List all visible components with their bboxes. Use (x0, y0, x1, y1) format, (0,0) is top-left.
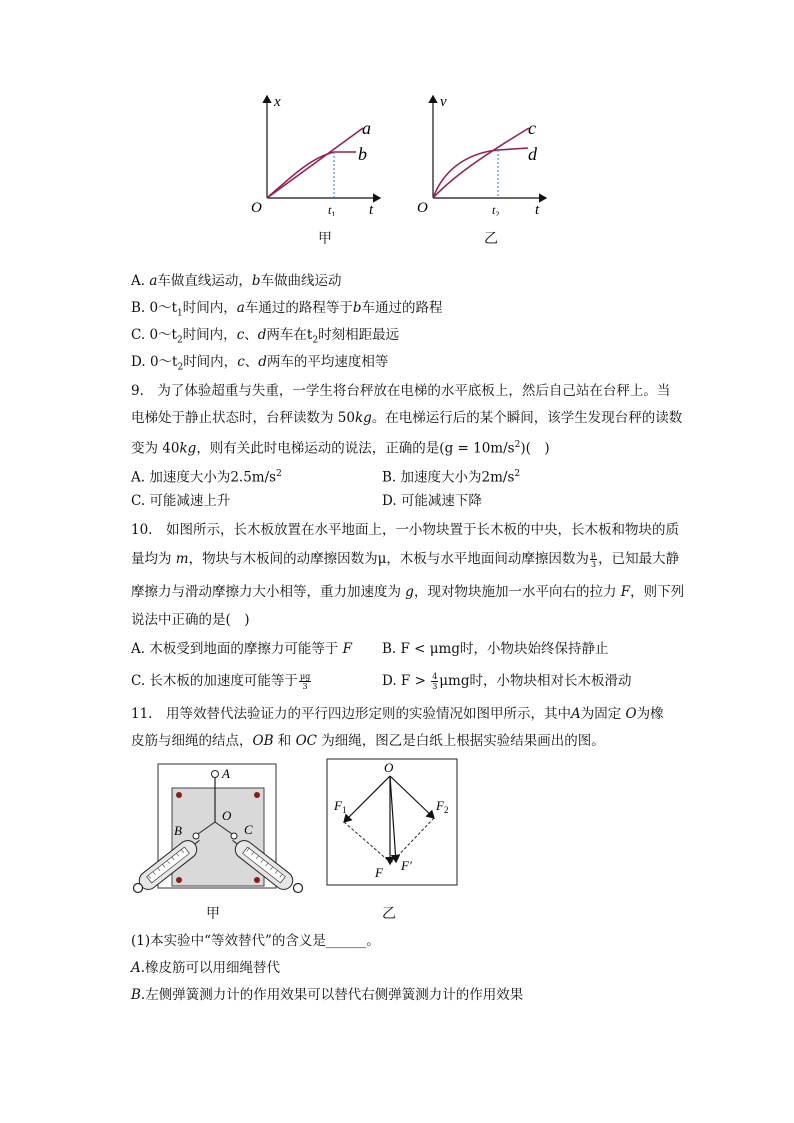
q11-sub1-option-a[interactable]: A.橡皮筋可以用细绳替代 (131, 960, 281, 976)
q10-option-b[interactable]: B. F < μmg时，小物块始终保持静止 (382, 641, 609, 657)
figure-experiment-setup (128, 760, 310, 898)
pin (254, 792, 260, 798)
q8-option-c[interactable]: C. $0\sim t_2$时间内，c、d两车在$t_2$时刻相距最远 (131, 327, 400, 346)
q9-stem-line1: 9. 为了体验超重与失重，一学生将台秤放在电梯的水平底板上，然后自己站在台秤上。当 (131, 383, 671, 399)
q8-option-a[interactable]: A. a车做直线运动，b车做曲线运动 (131, 273, 342, 289)
curve-c-label: c (528, 118, 536, 138)
q11-sub1-stem: (1)本实验中“等效替代”的含义是______。 (131, 933, 380, 949)
label-a: A (222, 766, 230, 781)
ring-b (193, 833, 199, 839)
tick-t2: $t_2$ (492, 203, 500, 216)
figure-vt-graph (406, 88, 556, 216)
y-axis-label: x (274, 94, 281, 110)
q8-option-d[interactable]: D. $0\sim t_2$时间内，c、d两车的平均速度相等 (131, 354, 389, 373)
label-f1: $F_1$ (334, 798, 347, 815)
figure-force-parallelogram (326, 758, 460, 888)
q10-stem-line2: 量均为 m，物块与木板间的动摩擦因数为μ，木板与水平地面间动摩擦因数为 $\frac{\mu}{3}$ ，已知最大静 (131, 550, 680, 569)
t-axis-label: t (535, 202, 540, 216)
curve-c (433, 128, 529, 198)
ring-c (231, 833, 237, 839)
scale-left-handle (134, 884, 143, 893)
q10-stem-line4: 说法中正确的是( ) (131, 612, 250, 628)
curve-b (267, 152, 356, 198)
drawing-board (172, 788, 264, 886)
fraction-4-over-3: $\frac{4}{3}$ (432, 672, 438, 691)
q10-option-c[interactable]: C. 长木板的加速度可能等于 $\frac{\mu g}{3}$ (131, 672, 311, 691)
q10-option-a[interactable]: A. 木板受到地面的摩擦力可能等于 F (131, 641, 352, 657)
fraction-mu-over-3: $\frac{\mu}{3}$ (590, 550, 597, 569)
curve-d-label: d (528, 144, 537, 164)
curve-d (433, 148, 528, 198)
q9-stem-line3: 变为 40kg，则有关此时电梯运动的说法，正确的是$(g = 10m/s^2)$( ) (131, 440, 550, 457)
q9-option-b[interactable]: B. 加速度大小为$2m/s^2$ (382, 469, 521, 486)
pin (176, 877, 182, 883)
origin-label: O (251, 200, 262, 216)
tick-t1: $t_1$ (328, 203, 336, 216)
origin-label: O (417, 200, 428, 216)
label-o: O (222, 808, 232, 823)
figure-vt-caption: 乙 (484, 231, 498, 247)
fixed-point-a (212, 771, 219, 778)
label-c: C (244, 822, 253, 837)
label-b: B (174, 823, 182, 838)
pin (176, 792, 182, 798)
q10-stem-line3: 摩擦力与滑动摩擦力大小相等，重力加速度为 g，现对物块施加一水平向右的拉力 F，则下列 (131, 584, 685, 600)
q8-option-b[interactable]: B. $0\sim t_1$时间内，a车通过的路程等于b车通过的路程 (131, 300, 443, 319)
label-f-prime: F′ (401, 858, 412, 873)
curve-b-label: b (358, 144, 367, 164)
figure-xt-graph (240, 88, 390, 216)
x-axis-label: t (369, 202, 374, 216)
figure-parallelogram-caption: 乙 (382, 906, 396, 922)
label-f: F (375, 865, 383, 880)
v-axis-label: v (440, 94, 447, 110)
fraction-mug-over-3: $\frac{\mu g}{3}$ (299, 672, 311, 691)
q9-stem-line2: 电梯处于静止状态时，台秤读数为 50kg。在电梯运行后的某个瞬间，该学生发现台秤的读数 (131, 410, 683, 426)
label-o: O (384, 760, 394, 775)
curve-a-label: a (362, 118, 371, 138)
label-f2: $F_2$ (436, 798, 449, 815)
q9-option-c[interactable]: C. 可能减速上升 (131, 493, 231, 509)
q10-option-d[interactable]: D. F > $\frac{4}{3}$ μmg时，小物块相对长木板滑动 (382, 672, 632, 691)
q11-sub1-option-b[interactable]: B.左侧弹簧测力计的作用效果可以替代右侧弹簧测力计的作用效果 (131, 987, 524, 1003)
q11-stem-line2: 皮筋与细绳的结点，OB 和 OC 为细绳，图乙是白纸上根据实验结果画出的图。 (131, 733, 605, 749)
q9-option-a[interactable]: A. 加速度大小为$2.5m/s^2$ (131, 469, 282, 486)
figure-setup-caption: 甲 (206, 906, 220, 922)
q9-option-d[interactable]: D. 可能减速下降 (382, 493, 482, 509)
curve-a (267, 128, 363, 198)
q10-stem-line1: 10. 如图所示，长木板放置在水平地面上，一小物块置于长木板的中央，长木板和物块的质 (131, 522, 679, 538)
figure-xt-caption: 甲 (318, 231, 332, 247)
q11-stem-line1: 11. 用等效替代法验证力的平行四边形定则的实验情况如图甲所示，其中A为固定 O为橡 (131, 706, 664, 722)
pin (254, 877, 260, 883)
scale-right-handle (294, 884, 303, 893)
